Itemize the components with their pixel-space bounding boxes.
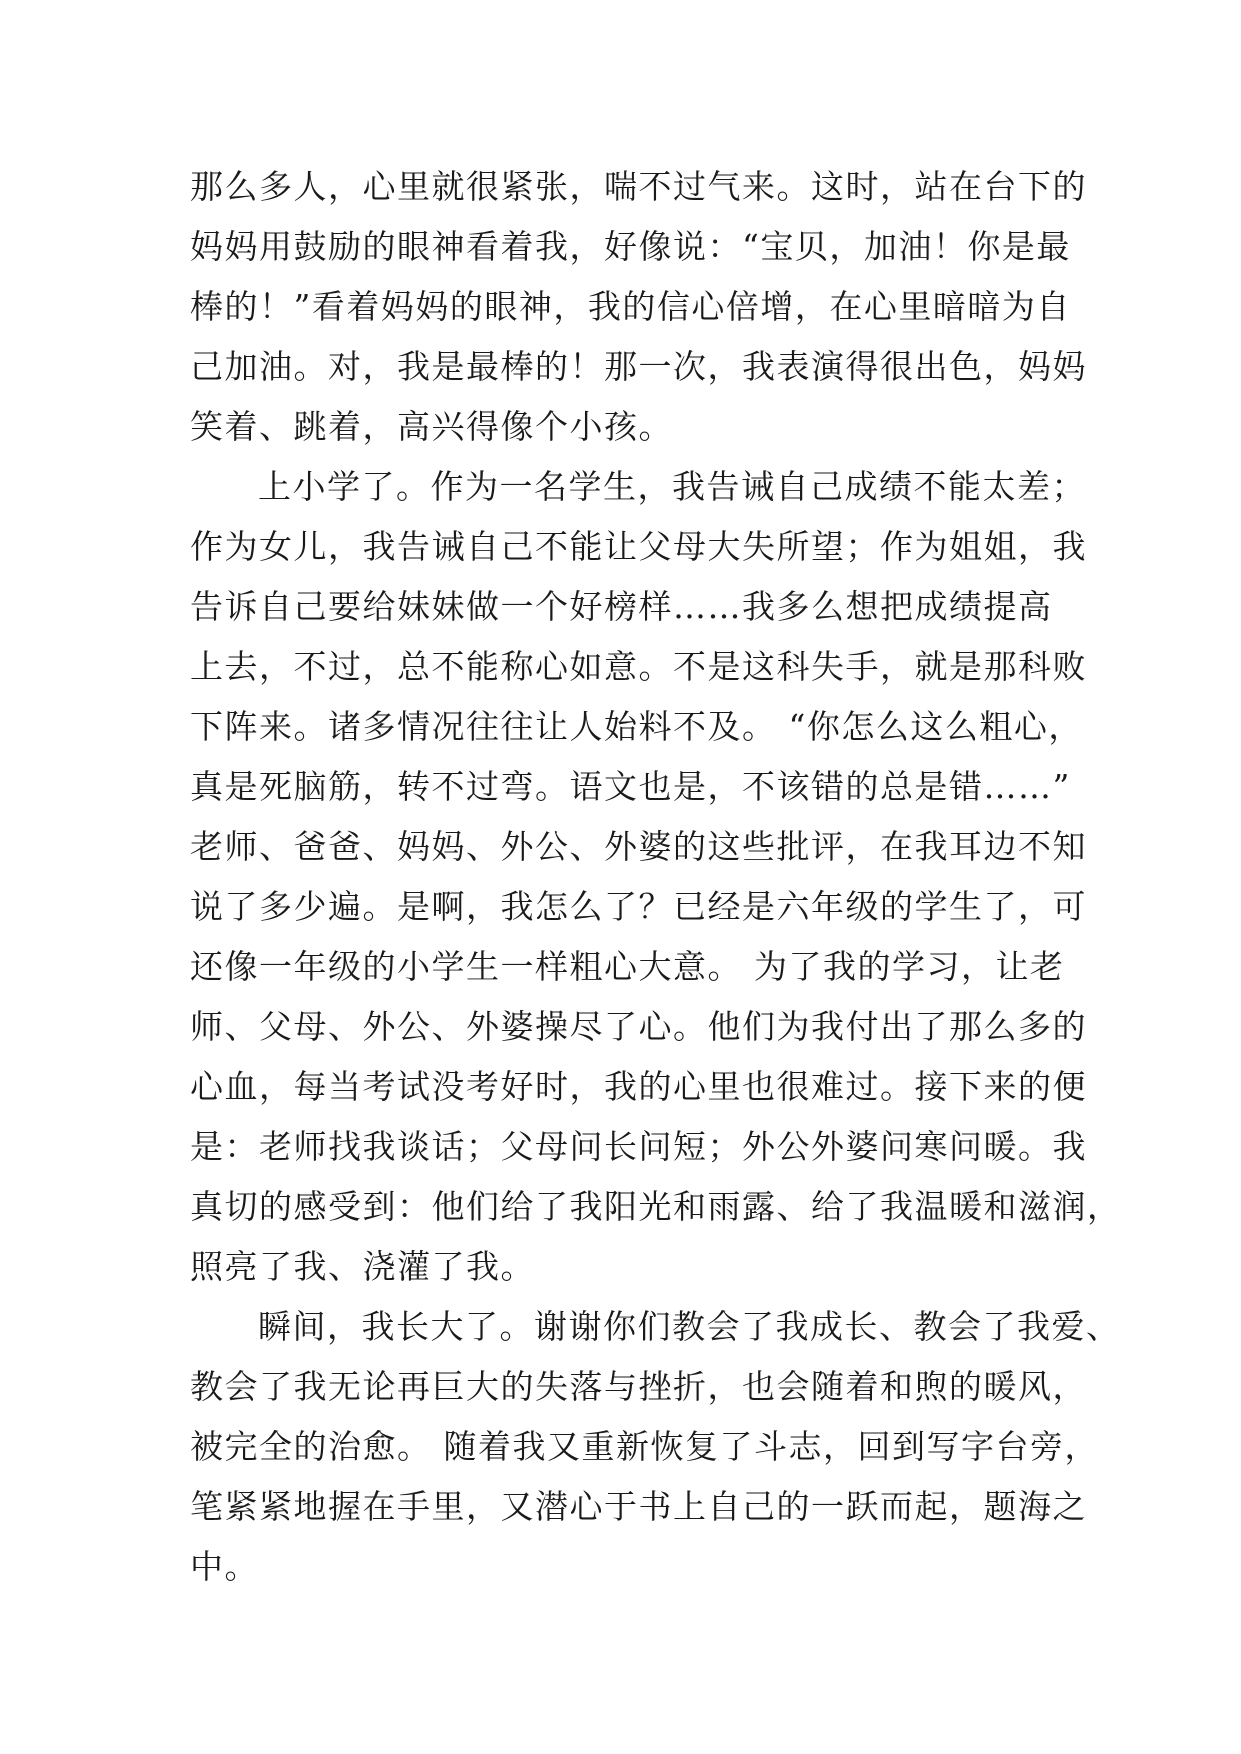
text-line: 师、父母、外公、外婆操尽了心。他们为我付出了那么多的 bbox=[190, 1007, 1087, 1046]
text-line: 上去，不过，总不能称心如意。不是这科失手，就是那科败 bbox=[190, 647, 1087, 686]
text-line: 真切的感受到：他们给了我阳光和雨露、给了我温暖和滋润， bbox=[190, 1187, 1122, 1226]
document-body bbox=[190, 157, 1122, 1597]
text-line: 被完全的治愈。 随着我又重新恢复了斗志，回到写字台旁， bbox=[190, 1427, 1099, 1466]
text-line: 那么多人，心里就很紧张，喘不过气来。这时，站在台下的 bbox=[190, 167, 1087, 206]
text-line: 照亮了我、浇灌了我。 bbox=[190, 1247, 535, 1286]
text-line: 中。 bbox=[190, 1547, 259, 1586]
paragraph-1 bbox=[190, 157, 1087, 457]
text-line: 是：老师找我谈话；父母问长问短；外公外婆问寒问暖。我 bbox=[190, 1127, 1087, 1166]
text-line: 教会了我无论再巨大的失落与挫折，也会随着和煦的暖风， bbox=[190, 1367, 1087, 1406]
paragraph-2 bbox=[190, 457, 1122, 1297]
text-line: 棒的！”看着妈妈的眼神，我的信心倍增，在心里暗暗为自 bbox=[190, 287, 1071, 326]
text-line: 笑着、跳着，高兴得像个小孩。 bbox=[190, 407, 673, 446]
text-line: 己加油。对，我是最棒的！那一次，我表演得很出色，妈妈 bbox=[190, 347, 1087, 386]
text-line: 下阵来。诸多情况往往让人始料不及。 “你怎么这么粗心， bbox=[190, 707, 1083, 746]
text-line: 说了多少遍。是啊，我怎么了？已经是六年级的学生了，可 bbox=[190, 887, 1087, 926]
text-line: 老师、爸爸、妈妈、外公、外婆的这些批评，在我耳边不知 bbox=[190, 827, 1087, 866]
text-line: 真是死脑筋，转不过弯。语文也是，不该错的总是错……” bbox=[190, 767, 1071, 806]
text-line: 妈妈用鼓励的眼神看着我，好像说：“宝贝，加油！你是最 bbox=[190, 227, 1071, 266]
text-line: 还像一年级的小学生一样粗心大意。 为了我的学习，让老 bbox=[190, 947, 1065, 986]
text-line: 上小学了。作为一名学生，我告诫自己成绩不能太差； bbox=[258, 467, 1086, 506]
text-line: 作为女儿，我告诫自己不能让父母大失所望；作为姐姐，我 bbox=[190, 527, 1087, 566]
paragraph-3 bbox=[190, 1297, 1121, 1597]
text-line: 瞬间，我长大了。谢谢你们教会了我成长、教会了我爱、 bbox=[258, 1307, 1121, 1346]
text-line: 心血，每当考试没考好时，我的心里也很难过。接下来的便 bbox=[190, 1067, 1087, 1106]
text-line: 笔紧紧地握在手里，又潜心于书上自己的一跃而起，题海之 bbox=[190, 1487, 1087, 1526]
text-line: 告诉自己要给妹妹做一个好榜样……我多么想把成绩提高 bbox=[190, 587, 1053, 626]
